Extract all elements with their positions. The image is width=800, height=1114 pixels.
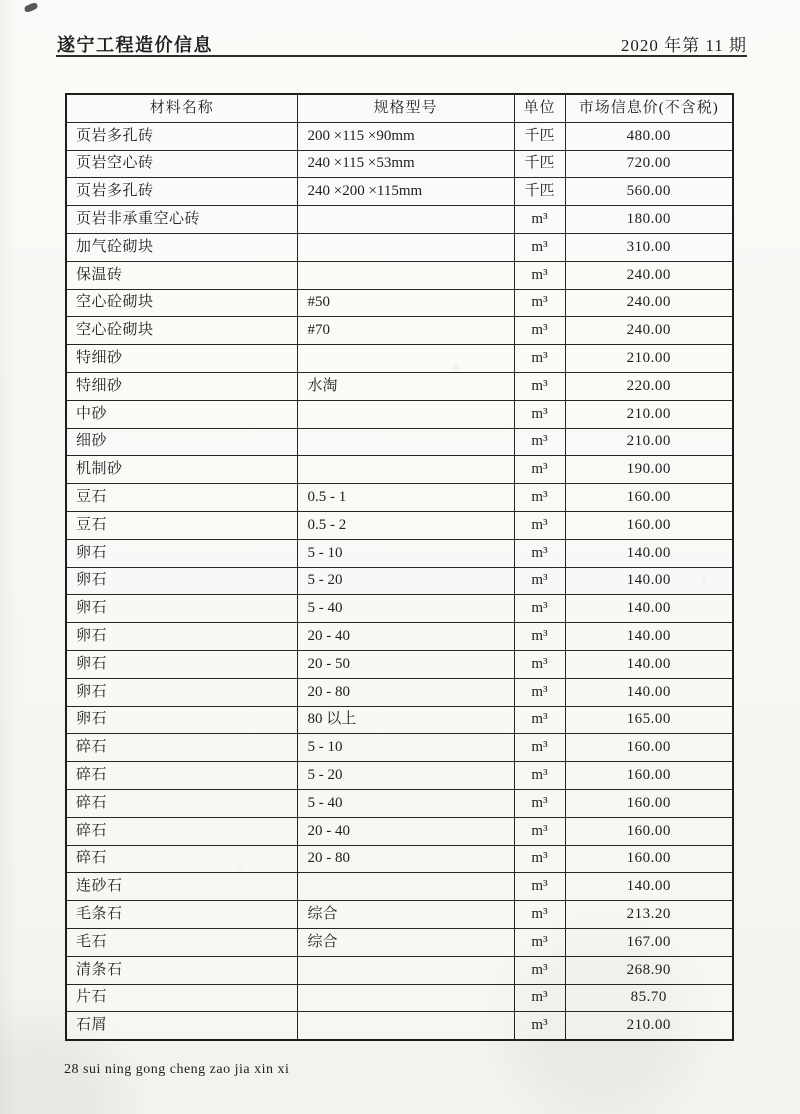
material-name-cell: 碎石 (66, 762, 297, 790)
page-footer-pinyin: 28 sui ning gong cheng zao jia xin xi (64, 1062, 290, 1077)
spec-model-cell: 0.5 - 1 (297, 484, 514, 512)
table-row (66, 789, 733, 817)
price-cell: 220.00 (565, 372, 733, 400)
unit-cell: 千匹 (514, 122, 565, 150)
price-cell: 190.00 (565, 456, 733, 484)
spec-model-cell: 20 - 40 (297, 817, 514, 845)
spec-model-cell (297, 233, 514, 261)
spec-model-cell (297, 345, 514, 373)
table-row (66, 484, 733, 512)
price-cell: 240.00 (565, 289, 733, 317)
material-name-cell: 碎石 (66, 817, 297, 845)
table-row (66, 400, 733, 428)
material-name-cell: 豆石 (66, 484, 297, 512)
material-name-cell: 卵石 (66, 678, 297, 706)
price-cell: 140.00 (565, 595, 733, 623)
table-row (66, 233, 733, 261)
material-name-cell: 页岩空心砖 (66, 150, 297, 178)
unit-cell: m³ (514, 289, 565, 317)
unit-cell: m³ (514, 206, 565, 234)
scan-artifact-speck (24, 1, 37, 15)
table-row (66, 567, 733, 595)
price-cell: 160.00 (565, 734, 733, 762)
issue-label: 2020 年第 11 期 (620, 36, 747, 55)
unit-cell: m³ (514, 706, 565, 734)
material-name-cell: 碎石 (66, 734, 297, 762)
table-row (66, 762, 733, 790)
material-name-cell: 中砂 (66, 400, 297, 428)
spec-model-cell (297, 261, 514, 289)
price-cell: 167.00 (565, 928, 733, 956)
material-name-cell: 毛条石 (66, 901, 297, 929)
price-cell: 140.00 (565, 567, 733, 595)
material-name-cell: 页岩多孔砖 (66, 122, 297, 150)
unit-cell: m³ (514, 845, 565, 873)
unit-cell: m³ (514, 372, 565, 400)
spec-model-cell: 80 以上 (297, 706, 514, 734)
material-name-cell: 加气砼砌块 (66, 233, 297, 261)
price-cell: 560.00 (565, 178, 733, 206)
price-cell: 140.00 (565, 650, 733, 678)
spec-model-cell (297, 428, 514, 456)
material-name-cell: 机制砂 (66, 456, 297, 484)
spec-model-cell (297, 956, 514, 984)
unit-cell: m³ (514, 317, 565, 345)
spec-model-cell: 200 ×115 ×90mm (297, 122, 514, 150)
spec-model-cell (297, 206, 514, 234)
material-name-cell: 卵石 (66, 650, 297, 678)
unit-cell: m³ (514, 539, 565, 567)
table-header-row (66, 94, 733, 122)
material-name-cell: 空心砼砌块 (66, 317, 297, 345)
unit-cell: m³ (514, 456, 565, 484)
material-name-cell: 片石 (66, 984, 297, 1012)
price-cell: 160.00 (565, 845, 733, 873)
price-cell: 720.00 (565, 150, 733, 178)
spec-model-cell: 0.5 - 2 (297, 511, 514, 539)
price-cell: 140.00 (565, 873, 733, 901)
unit-cell: m³ (514, 400, 565, 428)
table-row (66, 178, 733, 206)
unit-cell: m³ (514, 734, 565, 762)
spec-model-cell: 240 ×115 ×53mm (297, 150, 514, 178)
header-rule (56, 55, 747, 57)
page-header (57, 31, 747, 57)
material-name-cell: 页岩多孔砖 (66, 178, 297, 206)
spec-model-cell: 20 - 80 (297, 678, 514, 706)
table-row (66, 873, 733, 901)
spec-model-cell: 综合 (297, 901, 514, 929)
material-name-cell: 清条石 (66, 956, 297, 984)
table-row (66, 817, 733, 845)
price-cell: 165.00 (565, 706, 733, 734)
material-name-cell: 毛石 (66, 928, 297, 956)
unit-cell: m³ (514, 984, 565, 1012)
table-row (66, 122, 733, 150)
material-name-cell: 特细砂 (66, 345, 297, 373)
col-header-unit: 单位 (514, 94, 565, 122)
unit-cell: m³ (514, 956, 565, 984)
table-row (66, 428, 733, 456)
unit-cell: m³ (514, 1012, 565, 1040)
unit-cell: 千匹 (514, 150, 565, 178)
price-cell: 180.00 (565, 206, 733, 234)
spec-model-cell: 240 ×200 ×115mm (297, 178, 514, 206)
material-name-cell: 碎石 (66, 845, 297, 873)
spec-model-cell: 水淘 (297, 372, 514, 400)
unit-cell: m³ (514, 901, 565, 929)
price-cell: 210.00 (565, 428, 733, 456)
unit-cell: m³ (514, 595, 565, 623)
table-row (66, 734, 733, 762)
spec-model-cell (297, 984, 514, 1012)
spec-model-cell: 5 - 20 (297, 762, 514, 790)
col-header-material-name: 材料名称 (66, 94, 297, 122)
material-name-cell: 卵石 (66, 623, 297, 651)
material-name-cell: 碎石 (66, 789, 297, 817)
price-cell: 240.00 (565, 317, 733, 345)
table-row (66, 678, 733, 706)
spec-model-cell: #70 (297, 317, 514, 345)
col-header-spec-model: 规格型号 (297, 94, 514, 122)
table-row (66, 984, 733, 1012)
table-header (66, 94, 733, 122)
spec-model-cell (297, 400, 514, 428)
table-row (66, 706, 733, 734)
spec-model-cell: 20 - 80 (297, 845, 514, 873)
unit-cell: m³ (514, 650, 565, 678)
journal-title: 遂宁工程造价信息 (57, 35, 213, 55)
material-name-cell: 特细砂 (66, 372, 297, 400)
unit-cell: 千匹 (514, 178, 565, 206)
spec-model-cell (297, 873, 514, 901)
unit-cell: m³ (514, 873, 565, 901)
material-name-cell: 细砂 (66, 428, 297, 456)
unit-cell: m³ (514, 484, 565, 512)
material-name-cell: 卵石 (66, 595, 297, 623)
unit-cell: m³ (514, 261, 565, 289)
material-price-table (65, 93, 734, 1041)
table-body (66, 122, 733, 1040)
unit-cell: m³ (514, 428, 565, 456)
unit-cell: m³ (514, 928, 565, 956)
table-row (66, 345, 733, 373)
unit-cell: m³ (514, 233, 565, 261)
table-row (66, 901, 733, 929)
spec-model-cell: 5 - 10 (297, 539, 514, 567)
table-row (66, 595, 733, 623)
table-row (66, 511, 733, 539)
unit-cell: m³ (514, 817, 565, 845)
table-row (66, 650, 733, 678)
table-row (66, 956, 733, 984)
price-cell: 160.00 (565, 762, 733, 790)
unit-cell: m³ (514, 762, 565, 790)
table-row (66, 623, 733, 651)
price-cell: 310.00 (565, 233, 733, 261)
price-cell: 210.00 (565, 400, 733, 428)
material-name-cell: 连砂石 (66, 873, 297, 901)
price-cell: 210.00 (565, 1012, 733, 1040)
price-cell: 140.00 (565, 623, 733, 651)
spec-model-cell: 5 - 10 (297, 734, 514, 762)
price-cell: 85.70 (565, 984, 733, 1012)
table-row (66, 928, 733, 956)
material-name-cell: 石屑 (66, 1012, 297, 1040)
unit-cell: m³ (514, 789, 565, 817)
price-cell: 160.00 (565, 789, 733, 817)
price-cell: 268.90 (565, 956, 733, 984)
spec-model-cell: 5 - 20 (297, 567, 514, 595)
table-row (66, 456, 733, 484)
unit-cell: m³ (514, 623, 565, 651)
material-name-cell: 豆石 (66, 511, 297, 539)
spec-model-cell: 5 - 40 (297, 595, 514, 623)
price-cell: 140.00 (565, 678, 733, 706)
table-row (66, 845, 733, 873)
table-row (66, 206, 733, 234)
price-cell: 210.00 (565, 345, 733, 373)
table-row (66, 150, 733, 178)
table-row (66, 289, 733, 317)
spec-model-cell: 20 - 40 (297, 623, 514, 651)
table-row (66, 372, 733, 400)
table-row (66, 317, 733, 345)
table-row (66, 539, 733, 567)
spec-model-cell: 20 - 50 (297, 650, 514, 678)
material-name-cell: 空心砼砌块 (66, 289, 297, 317)
table-row (66, 1012, 733, 1040)
material-name-cell: 保温砖 (66, 261, 297, 289)
spec-model-cell: 综合 (297, 928, 514, 956)
material-name-cell: 页岩非承重空心砖 (66, 206, 297, 234)
table-row (66, 261, 733, 289)
price-cell: 160.00 (565, 484, 733, 512)
spec-model-cell: #50 (297, 289, 514, 317)
unit-cell: m³ (514, 511, 565, 539)
spec-model-cell (297, 1012, 514, 1040)
unit-cell: m³ (514, 345, 565, 373)
unit-cell: m³ (514, 567, 565, 595)
price-cell: 140.00 (565, 539, 733, 567)
price-cell: 213.20 (565, 901, 733, 929)
col-header-market-price: 市场信息价(不含税) (565, 94, 733, 122)
material-name-cell: 卵石 (66, 539, 297, 567)
material-name-cell: 卵石 (66, 567, 297, 595)
unit-cell: m³ (514, 678, 565, 706)
spec-model-cell (297, 456, 514, 484)
price-cell: 240.00 (565, 261, 733, 289)
price-cell: 160.00 (565, 511, 733, 539)
price-cell: 480.00 (565, 122, 733, 150)
price-cell: 160.00 (565, 817, 733, 845)
spec-model-cell: 5 - 40 (297, 789, 514, 817)
material-name-cell: 卵石 (66, 706, 297, 734)
